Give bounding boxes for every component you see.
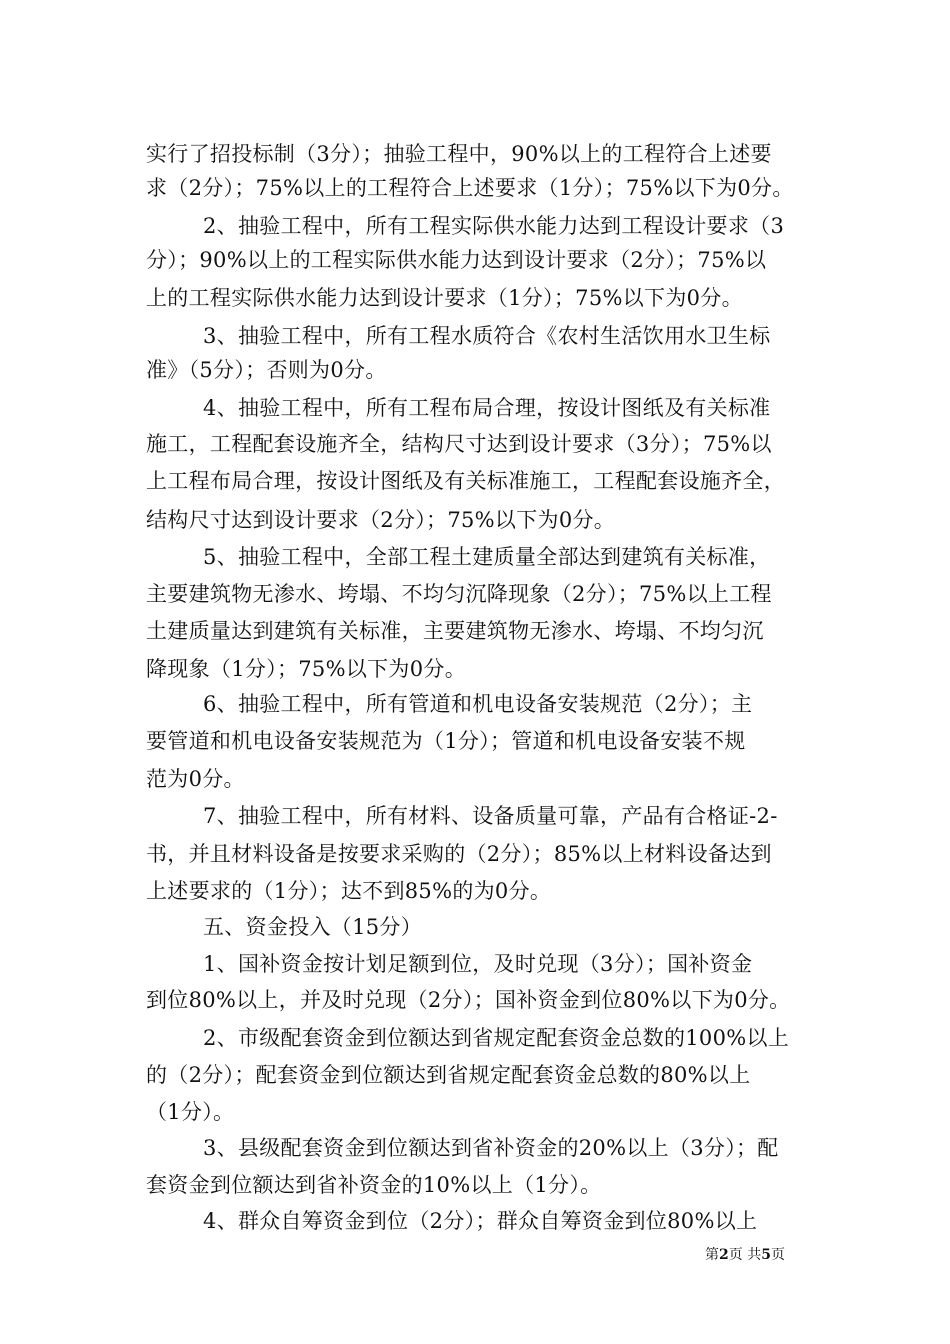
text-line: 施工，工程配套设施齐全，结构尺寸达到设计要求（3分）；75%以 — [146, 432, 772, 456]
text-line: 结构尺寸达到设计要求（2分）；75%以下为0分。 — [146, 508, 616, 532]
text-line: 分）；90%以上的工程实际供水能力达到设计要求（2分）；75%以 — [146, 248, 767, 272]
text-line: 主要建筑物无渗水、垮塌、不均匀沉降现象（2分）；75%以上工程 — [146, 582, 772, 606]
text-line: 4、抽验工程中，所有工程布局合理，按设计图纸及有关标准 — [203, 396, 771, 420]
text-line: 到位80%以上，并及时兑现（2分）；国补资金到位80%以下为0分。 — [146, 988, 791, 1012]
text-line: 4、群众自筹资金到位（2分）；群众自筹资金到位80%以上 — [203, 1209, 758, 1233]
total-page-number: 5 — [761, 1247, 771, 1263]
text-line: 3、县级配套资金到位额达到省补资金的20%以上（3分）；配 — [203, 1136, 779, 1160]
text-line: 5、抽验工程中，全部工程土建质量全部达到建筑有关标准， — [203, 545, 771, 569]
text-line: （1分）。 — [146, 1100, 235, 1124]
text-line: 2、市级配套资金到位额达到省规定配套资金总数的100%以上 — [203, 1026, 790, 1050]
text-line: 1、国补资金按计划足额到位，及时兑现（3分）；国补资金 — [203, 952, 753, 976]
page-footer — [705, 1246, 785, 1264]
text-line: 2、抽验工程中，所有工程实际供水能力达到工程设计要求（3 — [203, 214, 785, 238]
text-line: 上的工程实际供水能力达到设计要求（1分）；75%以下为0分。 — [146, 286, 743, 310]
text-line: 五、资金投入（15分） — [203, 915, 423, 939]
text-line: 7、抽验工程中，所有材料、设备质量可靠，产品有合格证-2- — [203, 804, 778, 828]
text-line: 实行了招投标制（3分）；抽验工程中，90%以上的工程符合上述要 — [146, 142, 772, 166]
current-page-number: 2 — [719, 1247, 729, 1263]
text-line: 套资金到位额达到省补资金的10%以上（1分）。 — [146, 1173, 602, 1197]
text-line: 要管道和机电设备安装规范为（1分）；管道和机电设备安装不规 — [146, 729, 746, 753]
text-line: 3、抽验工程中，所有工程水质符合《农村生活饮用水卫生标 — [203, 324, 771, 348]
text-line: 降现象（1分）；75%以下为0分。 — [146, 657, 466, 681]
text-line: 准》（5分）；否则为0分。 — [146, 358, 387, 382]
text-line: 上述要求的（1分）；达不到85%的为0分。 — [146, 879, 552, 903]
text-line: 求（2分）；75%以上的工程符合上述要求（1分）；75%以下为0分。 — [146, 176, 794, 200]
footer-prefix: 第 — [705, 1247, 719, 1263]
footer-suffix: 页 — [770, 1247, 785, 1263]
text-line: 上工程布局合理，按设计图纸及有关标准施工，工程配套设施齐全， — [146, 469, 785, 493]
text-line: 范为0分。 — [146, 767, 245, 791]
text-line: 土建质量达到建筑有关标准，主要建筑物无渗水、垮塌、不均匀沉 — [146, 619, 764, 643]
text-line: 6、抽验工程中，所有管道和机电设备安装规范（2分）；主 — [203, 692, 753, 716]
text-line: 书，并且材料设备是按要求采购的（2分）；85%以上材料设备达到 — [146, 842, 772, 866]
footer-middle: 页 共 — [728, 1247, 762, 1263]
text-line: 的（2分）；配套资金到位额达到省规定配套资金总数的80%以上 — [146, 1063, 751, 1087]
